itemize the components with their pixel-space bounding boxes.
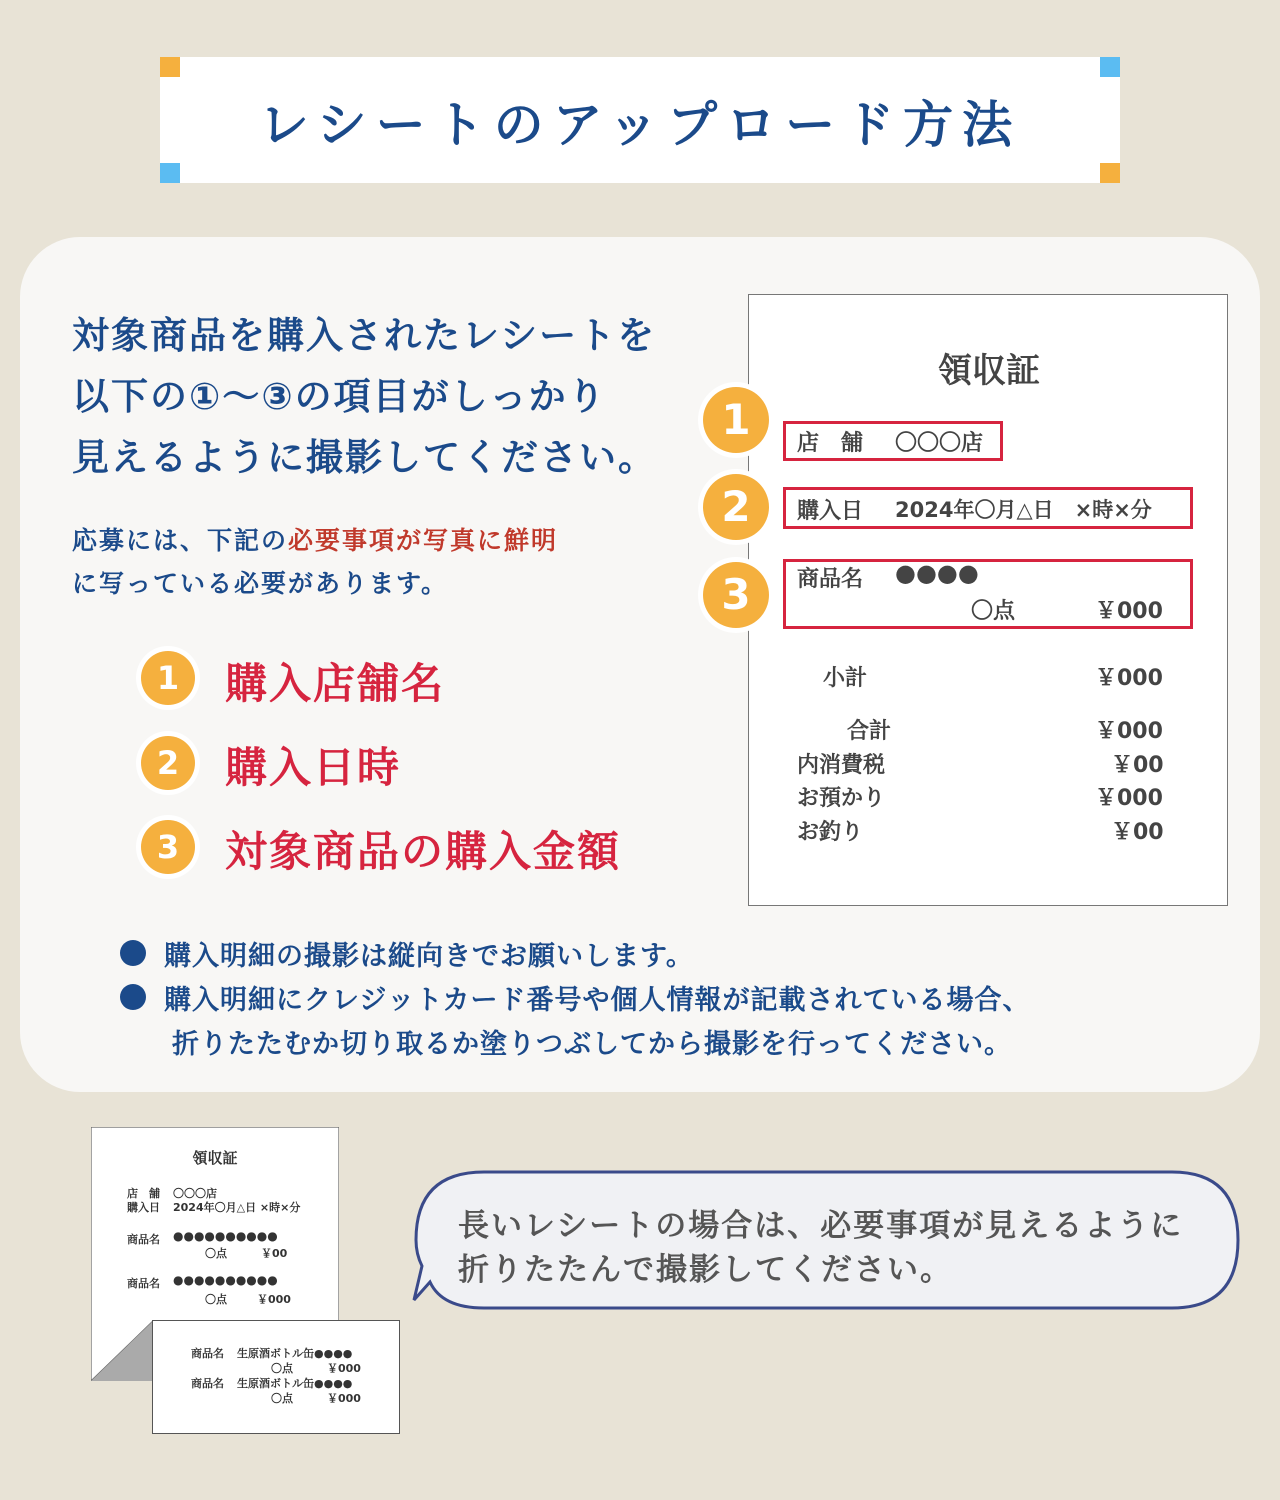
small-item-label-2: 商品名 xyxy=(127,1277,160,1290)
small-item-price-1: ￥00 xyxy=(261,1247,288,1260)
small-item-qty-1: 〇点 xyxy=(205,1247,227,1260)
corner-accent-bottom-left xyxy=(160,163,180,183)
folded-item-label-2: 商品名 xyxy=(191,1377,224,1390)
receipt-marker-3: 3 xyxy=(703,562,769,628)
receipt-total-value: ￥000 xyxy=(1095,719,1163,744)
requirement-label-2: 購入日時 xyxy=(225,743,402,792)
requirement-label-3: 対象商品の購入金額 xyxy=(225,827,622,876)
receipt-store-value: 〇〇〇店 xyxy=(895,431,984,456)
lead-line-1: 対象商品を購入されたレシートを xyxy=(72,314,657,357)
note-highlight: 必要事項が写真に鮮明 xyxy=(288,526,559,555)
bubble-line-1: 長いレシートの場合は、必要事項が見えるように xyxy=(458,1208,1184,1244)
small-item-label-1: 商品名 xyxy=(127,1233,160,1246)
bubble-line-2: 折りたたんで撮影してください。 xyxy=(458,1252,953,1288)
small-store-label: 店 舗 xyxy=(127,1187,160,1200)
requirement-number-1: 1 xyxy=(141,651,195,705)
folded-item-price-2: ￥000 xyxy=(327,1392,361,1405)
page-title: レシートのアップロード方法 xyxy=(258,96,1022,154)
receipt-item-value: ●●●● xyxy=(895,559,979,587)
corner-accent-top-right xyxy=(1100,57,1120,77)
receipt-item-qty: 〇点 xyxy=(971,599,1016,624)
small-item-qty-2: 〇点 xyxy=(205,1293,227,1306)
receipt-item-label: 商品名 xyxy=(797,567,864,592)
title-banner xyxy=(160,57,1120,183)
folded-receipt xyxy=(152,1320,400,1434)
receipt-marker-2: 2 xyxy=(703,474,769,540)
small-store-value: 〇〇〇店 xyxy=(173,1187,217,1200)
receipt-heading: 領収証 xyxy=(938,351,1040,391)
receipt-illustration xyxy=(748,294,1228,906)
bullet-text-2: 購入明細にクレジットカード番号や個人情報が記載されている場合、 xyxy=(164,985,1031,1016)
lead-line-2: 以下の①～③の項目がしっかり xyxy=(72,375,607,418)
small-date-label: 購入日 xyxy=(127,1201,160,1214)
receipt-paid-label: お預かり xyxy=(797,786,886,811)
receipt-subtotal-label: 小計 xyxy=(823,666,868,691)
folded-item-price-1: ￥000 xyxy=(327,1362,361,1375)
folded-item-label-1: 商品名 xyxy=(191,1347,224,1360)
folded-item-qty-2: 〇点 xyxy=(271,1392,293,1405)
receipt-date-value: 2024年〇月△日 ×時×分 xyxy=(895,498,1152,522)
receipt-change-value: ￥00 xyxy=(1111,820,1164,845)
receipt-store-label: 店 舗 xyxy=(797,431,864,456)
bullet-dot-1 xyxy=(120,940,146,966)
small-receipt-heading: 領収証 xyxy=(192,1149,238,1167)
receipt-marker-1: 1 xyxy=(703,387,769,453)
requirement-note xyxy=(72,519,558,605)
bullet-text-1: 購入明細の撮影は縦向きでお願いします。 xyxy=(164,941,694,972)
bullet-text-3: 折りたたむか切り取るか塗りつぶしてから撮影を行ってください。 xyxy=(172,1029,1012,1060)
receipt-tax-value: ￥00 xyxy=(1111,753,1164,778)
folded-item-qty-1: 〇点 xyxy=(271,1362,293,1375)
corner-accent-bottom-right xyxy=(1100,163,1120,183)
lead-text xyxy=(72,305,657,488)
bullet-dot-2 xyxy=(120,984,146,1010)
receipt-total-label: 合計 xyxy=(847,719,892,744)
folded-item-value-2: 生原酒ボトル缶●●●● xyxy=(237,1377,353,1390)
receipt-item-price: ￥000 xyxy=(1095,599,1163,624)
receipt-subtotal-value: ￥000 xyxy=(1095,666,1163,691)
corner-accent-top-left xyxy=(160,57,180,77)
requirement-number-2: 2 xyxy=(141,736,195,790)
speech-bubble xyxy=(412,1170,1240,1310)
note-part-1: 応募には、下記の xyxy=(72,526,289,555)
requirement-label-1: 購入店舗名 xyxy=(225,659,446,708)
receipt-change-label: お釣り xyxy=(797,820,864,845)
small-item-dots-2: ●●●●●●●●●● xyxy=(173,1273,278,1287)
small-date-value: 2024年〇月△日 ×時×分 xyxy=(173,1201,301,1214)
folded-item-value-1: 生原酒ボトル缶●●●● xyxy=(237,1347,353,1360)
receipt-date-label: 購入日 xyxy=(797,499,864,524)
receipt-tax-label: 内消費税 xyxy=(797,753,886,778)
requirement-number-3: 3 xyxy=(141,820,195,874)
small-item-dots-1: ●●●●●●●●●● xyxy=(173,1229,278,1243)
receipt-paid-value: ￥000 xyxy=(1095,786,1163,811)
lead-line-3: 見えるように撮影してください。 xyxy=(72,436,657,479)
note-line-2: に写っている必要があります。 xyxy=(72,569,449,598)
small-item-price-2: ￥000 xyxy=(257,1293,291,1306)
note-line-1 xyxy=(72,519,558,562)
